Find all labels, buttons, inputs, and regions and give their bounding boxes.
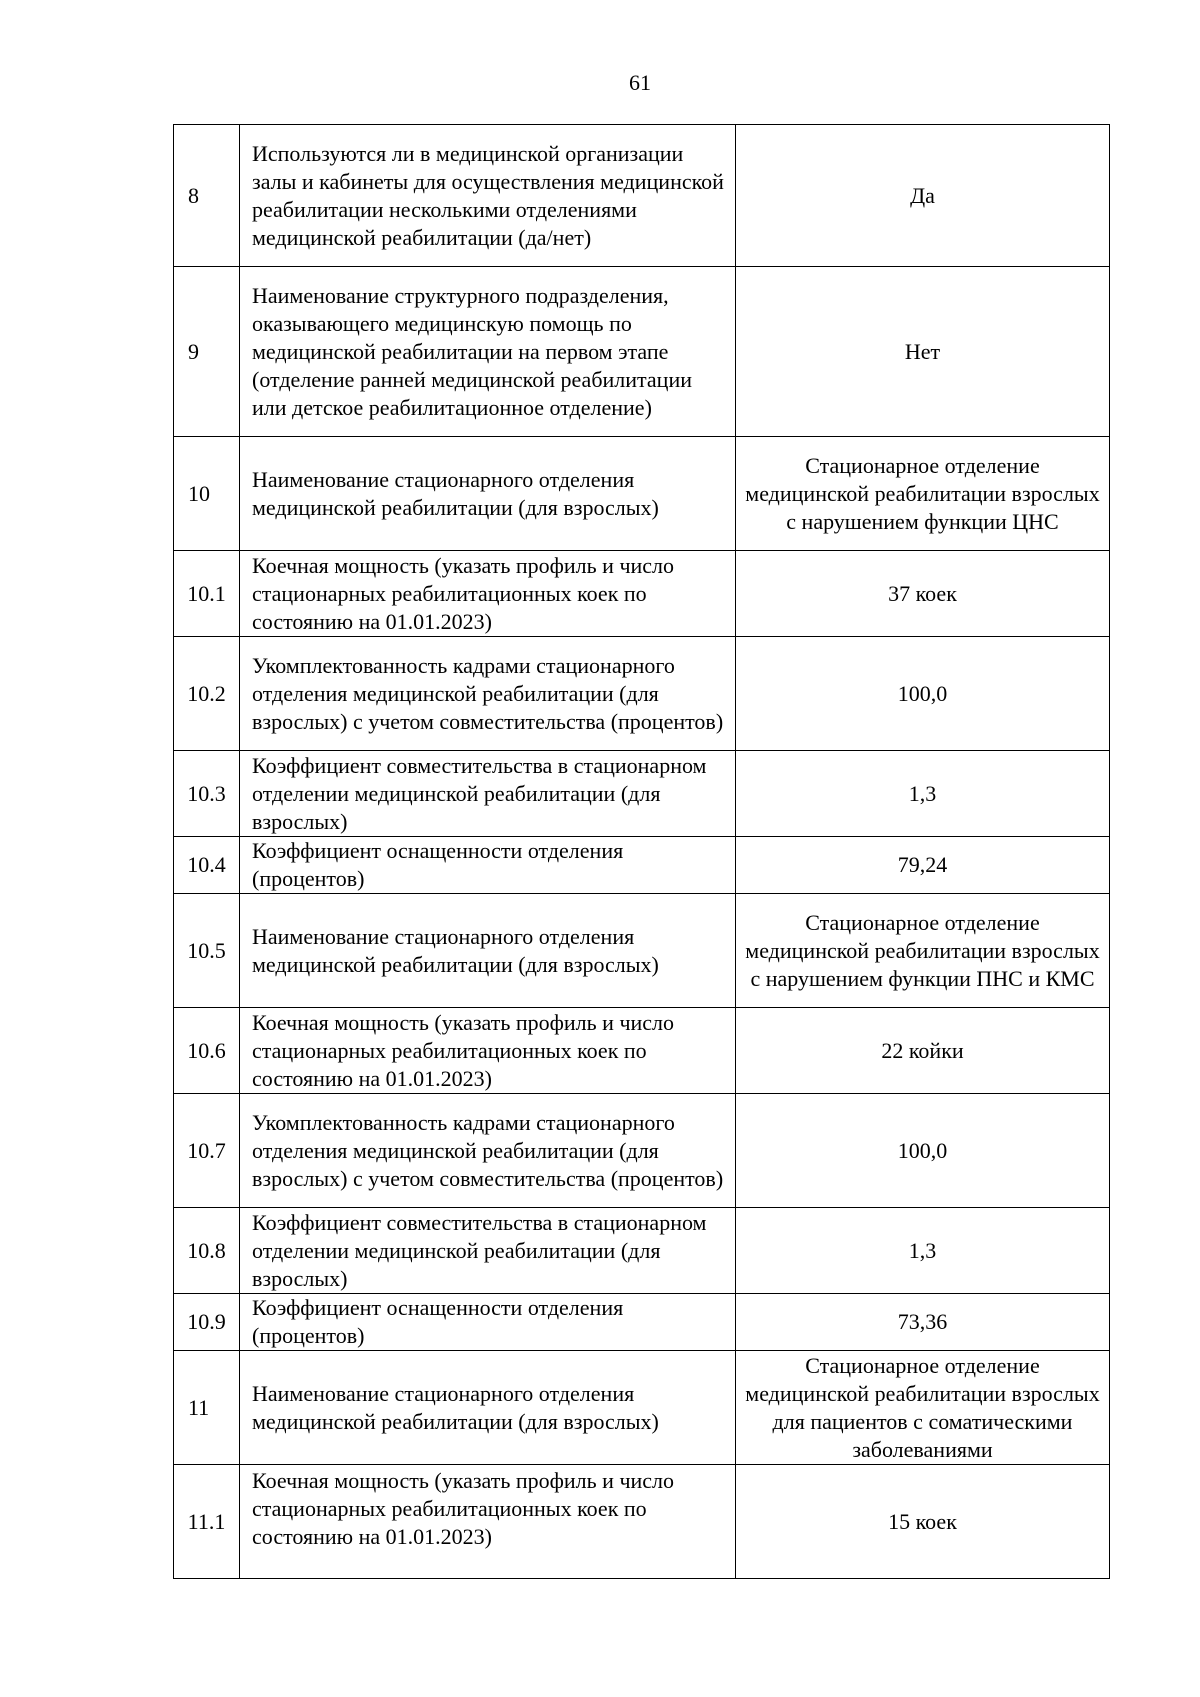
row-description: Укомплектованность кадрами стационарного отделения медицинской реабилитации (для взрослых) с учетом совместительства (процентов)	[240, 637, 736, 751]
row-description: Коэффициент совместительства в стационарном отделении медицинской реабилитации (для взрослых)	[240, 1208, 736, 1294]
table-row	[174, 751, 1110, 837]
row-number: 10.9	[174, 1294, 240, 1351]
row-value: Да	[736, 125, 1110, 267]
table-row	[174, 1465, 1110, 1579]
table-row	[174, 267, 1110, 437]
row-value: 37 коек	[736, 551, 1110, 637]
table-row	[174, 1008, 1110, 1094]
row-description: Коечная мощность (указать профиль и число стационарных реабилитационных коек по состоянию на 01.01.2023)	[240, 1465, 736, 1579]
row-number: 11.1	[174, 1465, 240, 1579]
row-description: Коэффициент оснащенности отделения (процентов)	[240, 837, 736, 894]
row-number: 11	[174, 1351, 240, 1465]
row-number: 10.4	[174, 837, 240, 894]
table-row	[174, 837, 1110, 894]
table-row	[174, 551, 1110, 637]
row-value: 1,3	[736, 751, 1110, 837]
table-row	[174, 894, 1110, 1008]
row-description: Наименование стационарного отделения медицинской реабилитации (для взрослых)	[240, 437, 736, 551]
row-number: 10	[174, 437, 240, 551]
row-description: Коечная мощность (указать профиль и число стационарных реабилитационных коек по состоянию на 01.01.2023)	[240, 551, 736, 637]
row-value: 100,0	[736, 637, 1110, 751]
table-row	[174, 1094, 1110, 1208]
row-description: Коэффициент совместительства в стационарном отделении медицинской реабилитации (для взрослых)	[240, 751, 736, 837]
row-value: 22 койки	[736, 1008, 1110, 1094]
table-row	[174, 1351, 1110, 1465]
row-number: 8	[174, 125, 240, 267]
row-value: 100,0	[736, 1094, 1110, 1208]
row-description: Наименование стационарного отделения медицинской реабилитации (для взрослых)	[240, 1351, 736, 1465]
row-number: 10.1	[174, 551, 240, 637]
table-row	[174, 125, 1110, 267]
row-number: 10.3	[174, 751, 240, 837]
row-value: 15 коек	[736, 1465, 1110, 1579]
row-number: 10.2	[174, 637, 240, 751]
row-value: Нет	[736, 267, 1110, 437]
row-number: 10.8	[174, 1208, 240, 1294]
row-number: 9	[174, 267, 240, 437]
table-row	[174, 437, 1110, 551]
row-value: 1,3	[736, 1208, 1110, 1294]
row-number: 10.7	[174, 1094, 240, 1208]
row-value: Стационарное отделение медицинской реабилитации взрослых для пациентов с соматическими заболеваниями	[736, 1351, 1110, 1465]
row-value: 79,24	[736, 837, 1110, 894]
table-row	[174, 1208, 1110, 1294]
data-table	[173, 124, 1110, 1579]
row-description: Наименование структурного подразделения, оказывающего медицинскую помощь по медицинской реабилитации на первом этапе (отделение ранней медицинской реабилитации или детское реабилитационное отделение)	[240, 267, 736, 437]
row-value: Стационарное отделение медицинской реабилитации взрослых с нарушением функции ПНС и КМС	[736, 894, 1110, 1008]
page-number: 61	[629, 70, 651, 95]
table-row	[174, 1294, 1110, 1351]
table-row	[174, 637, 1110, 751]
row-description: Коэффициент оснащенности отделения (процентов)	[240, 1294, 736, 1351]
row-number: 10.6	[174, 1008, 240, 1094]
row-number: 10.5	[174, 894, 240, 1008]
row-value: 73,36	[736, 1294, 1110, 1351]
row-description: Наименование стационарного отделения медицинской реабилитации (для взрослых)	[240, 894, 736, 1008]
row-description: Используются ли в медицинской организации залы и кабинеты для осуществления медицинской реабилитации несколькими отделениями медицинской реабилитации (да/нет)	[240, 125, 736, 267]
row-description: Коечная мощность (указать профиль и число стационарных реабилитационных коек по состоянию на 01.01.2023)	[240, 1008, 736, 1094]
row-description: Укомплектованность кадрами стационарного отделения медицинской реабилитации (для взрослых) с учетом совместительства (процентов)	[240, 1094, 736, 1208]
row-value: Стационарное отделение медицинской реабилитации взрослых с нарушением функции ЦНС	[736, 437, 1110, 551]
